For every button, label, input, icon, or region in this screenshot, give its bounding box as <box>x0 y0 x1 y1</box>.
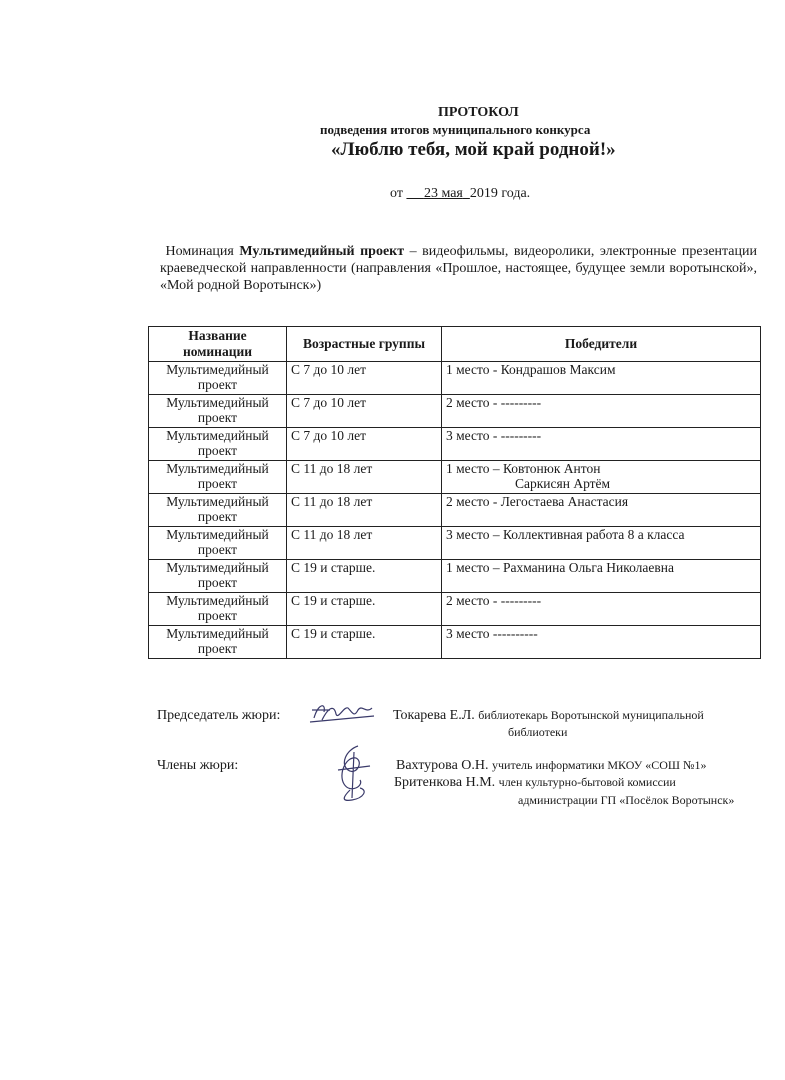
cell-winner <box>442 461 761 494</box>
chair-name: Токарева Е.Л. <box>393 708 475 723</box>
table-header-row <box>149 327 761 362</box>
winner-first: 1 место – Ковтонюк Антон <box>446 461 601 476</box>
table-row <box>149 494 761 527</box>
cell-winner: 2 место - --------- <box>442 395 761 428</box>
table-row <box>149 461 761 494</box>
chair-role: библиотекарь Воротынской муниципальной <box>478 708 704 722</box>
cell-age: С 11 до 18 лет <box>287 527 442 560</box>
member1-name: Вахтурова О.Н. <box>396 758 489 773</box>
cell-age: С 7 до 10 лет <box>287 362 442 395</box>
cell-age: С 7 до 10 лет <box>287 428 442 461</box>
table-row <box>149 626 761 659</box>
cell-winner: 1 место – Рахманина Ольга Николаевна <box>442 560 761 593</box>
chair-signature <box>308 698 380 726</box>
jury-members-label: Члены жюри: <box>157 758 239 773</box>
header-nomination: Название номинации <box>149 327 287 362</box>
header-winners: Победители <box>442 327 761 362</box>
contest-title: «Люблю тебя, мой край родной!» <box>331 139 616 160</box>
members-signature <box>330 740 382 806</box>
cell-nomination: Мультимедийный проект <box>149 428 287 461</box>
cell-nomination: Мультимедийный проект <box>149 395 287 428</box>
jury-member-1 <box>396 758 706 774</box>
table-row <box>149 362 761 395</box>
cell-winner: 3 место – Коллективная работа 8 а класса <box>442 527 761 560</box>
member1-role: учитель информатики МКОУ «СОШ №1» <box>492 758 707 772</box>
table-row <box>149 593 761 626</box>
cell-nomination: Мультимедийный проект <box>149 494 287 527</box>
member2-name: Бритенкова Н.М. <box>394 775 496 790</box>
jury-member-2 <box>394 775 676 791</box>
protocol-heading: ПРОТОКОЛ <box>438 105 519 120</box>
cell-winner: 3 место ---------- <box>442 626 761 659</box>
cell-nomination: Мультимедийный проект <box>149 560 287 593</box>
cell-nomination: Мультимедийный проект <box>149 593 287 626</box>
cell-age: С 19 и старше. <box>287 626 442 659</box>
cell-age: С 19 и старше. <box>287 593 442 626</box>
cell-nomination: Мультимедийный проект <box>149 626 287 659</box>
cell-nomination: Мультимедийный проект <box>149 362 287 395</box>
chair-role-line2: библиотеки <box>508 725 568 739</box>
jury-chair-label: Председатель жюри: <box>157 708 281 723</box>
cell-nomination: Мультимедийный проект <box>149 527 287 560</box>
cell-winner: 2 место - --------- <box>442 593 761 626</box>
header-age-groups: Возрастные группы <box>287 327 442 362</box>
results-table <box>148 326 761 659</box>
protocol-date: от 23 мая 2019 года. <box>390 186 531 201</box>
cell-age: С 11 до 18 лет <box>287 494 442 527</box>
member2-role: член культурно-бытовой комиссии <box>498 775 676 789</box>
table-row <box>149 428 761 461</box>
protocol-subtitle: подведения итогов муниципального конкурса <box>320 122 591 137</box>
table-row <box>149 395 761 428</box>
nomination-description: Номинация Мультимедийный проект – видеофильмы, видеоролики, электронные презентации краеведческой направленности (направления «Прошлое, настоящее, будущее земли воротынской», «Мой родной Воротынск») <box>160 244 757 293</box>
table-row <box>149 560 761 593</box>
table-row <box>149 527 761 560</box>
cell-winner: 1 место - Кондрашов Максим <box>442 362 761 395</box>
winner-second: Саркисян Артём <box>515 476 611 491</box>
cell-age: С 11 до 18 лет <box>287 461 442 494</box>
cell-nomination: Мультимедийный проект <box>149 461 287 494</box>
cell-age: С 19 и старше. <box>287 560 442 593</box>
jury-chair <box>393 708 704 724</box>
cell-winner: 2 место - Легостаева Анастасия <box>442 494 761 527</box>
cell-winner: 3 место - --------- <box>442 428 761 461</box>
member2-role-line2: администрации ГП «Посёлок Воротынск» <box>518 793 735 807</box>
cell-age: С 7 до 10 лет <box>287 395 442 428</box>
